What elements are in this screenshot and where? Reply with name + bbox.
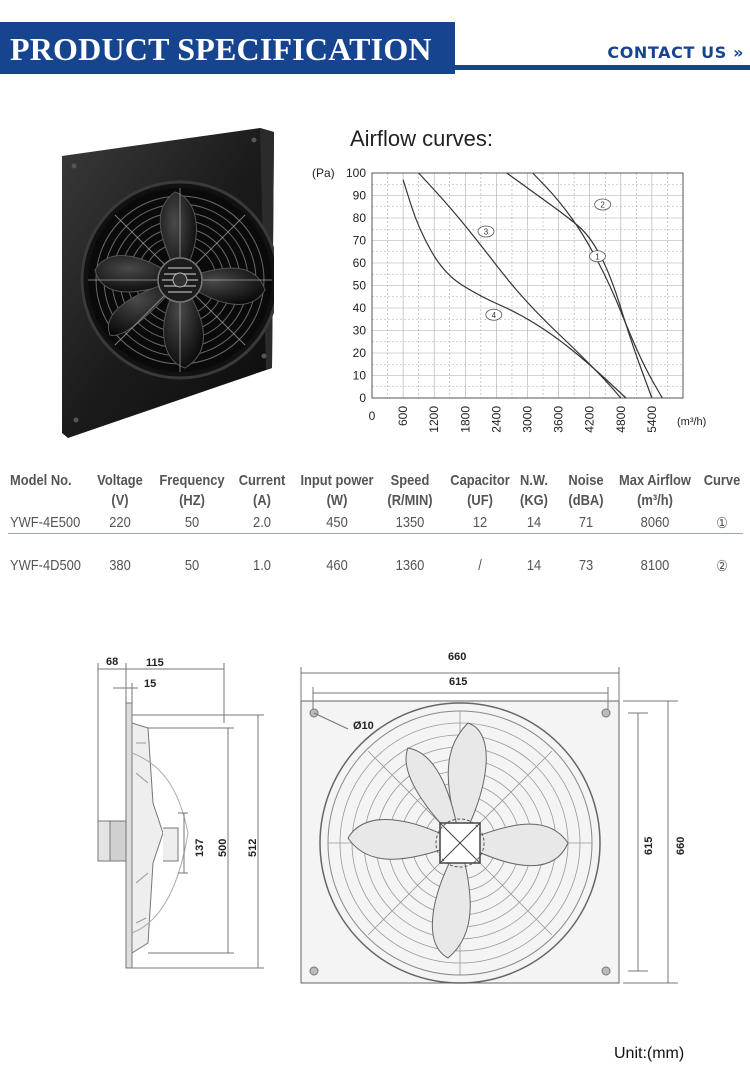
table-header-unit: (R/MIN) [387,492,433,509]
x-tick-label: 3600 [551,406,566,433]
table-cell: 71 [578,514,594,531]
y-tick-label: 70 [352,233,366,248]
x-tick-label: 1800 [458,406,473,433]
table-header: Capacitor [450,472,510,489]
chart-title: Airflow curves: [350,126,494,151]
curve-1-marker [589,251,605,262]
curve-marker-label: 3 [483,227,489,237]
table-header-unit: (V) [111,492,129,509]
y-tick-label: 90 [352,188,366,203]
y-tick-label: 0 [359,391,366,405]
table-header: Current [238,472,286,489]
curve-4 [403,180,626,398]
dim-68-label: 68 [106,656,119,668]
table-cell: YWF-4E500 [10,514,81,531]
table-header: Frequency [159,472,225,489]
dim-115-label: 115 [146,657,164,669]
table-cell: 220 [109,514,131,531]
dim-615-right-label: 615 [643,836,655,855]
table-header: Curve [703,472,741,489]
table-cell: 73 [578,557,594,574]
x-axis-label: (m³/h) [677,416,707,428]
unit-note: Unit:(mm) [614,1045,685,1062]
table-header: Max Airflow [619,472,691,489]
table-header-unit: (m³/h) [637,492,673,509]
table-cell: / [478,557,482,574]
fan-product-photo [62,128,274,438]
table-cell: 8060 [640,514,670,531]
y-tick-label: 60 [352,256,366,270]
dim-15-label: 15 [144,678,157,690]
header-rule [455,65,750,70]
table-header-unit: (dBA) [568,492,604,509]
double-chevron-icon: » [733,43,744,62]
y-tick-label: 40 [352,301,366,315]
table-row-divider [8,533,743,534]
curve-marker-label: 4 [491,310,497,320]
y-tick-label: 80 [352,211,366,225]
table-cell: ① [716,515,728,532]
y-tick-label: 50 [352,278,366,293]
table-cell: 50 [184,514,200,531]
table-header-unit: (HZ) [179,492,205,509]
table-header: Voltage [97,472,143,489]
chart-labels [312,166,706,433]
airflow-chart [300,158,730,433]
page-title: PRODUCT SPECIFICATION [10,31,432,67]
x-tick-label: 5400 [644,406,659,433]
table-cell: 1.0 [253,557,271,574]
x-tick-label: 2400 [489,406,504,433]
curve-marker-label: 1 [595,252,600,262]
x-tick-label: 3000 [520,406,535,433]
table-header-unit: (A) [253,492,271,509]
hole-diameter-label: Ø10 [353,720,374,732]
table-header: Input power [300,472,374,489]
x-tick-label: 4800 [613,406,628,433]
dim-500-label: 500 [217,838,229,857]
table-cell: YWF-4D500 [10,557,81,574]
table-cell: 14 [526,557,542,574]
x-tick-label: 4200 [582,406,597,433]
table-cell: 8100 [640,557,670,574]
y-axis-label: (Pa) [312,166,335,180]
curve-4-marker [486,309,502,320]
contact-us-label: CONTACT US [607,43,727,62]
y-tick-label: 10 [352,368,366,383]
table-cell: 380 [109,557,131,574]
table-header: N.W. [520,472,548,489]
curve-marker-label: 2 [600,200,605,210]
table-cell: 1350 [395,514,425,531]
table-cell: 14 [526,514,542,531]
table-cell: 460 [326,557,348,574]
dimension-drawing [48,633,703,1003]
table-header: Noise [568,472,604,489]
table-header-unit: (W) [326,492,348,509]
chart-grid [372,173,683,398]
table-header-unit: (UF) [467,492,493,509]
table-header: Model No. [10,472,72,489]
x-tick-label: 0 [368,409,376,423]
y-tick-label: 30 [352,323,366,338]
table-cell: 2.0 [253,514,271,531]
y-tick-label: 20 [352,346,366,360]
table-cell: ② [716,558,728,575]
contact-us-link[interactable] [607,43,744,62]
dim-660-right-label: 660 [675,836,687,855]
x-tick-label: 1200 [427,406,442,433]
table-cell: 1360 [395,557,425,574]
dim-615-top-label: 615 [449,676,468,688]
x-tick-label: 600 [396,406,411,427]
table-cell: 50 [184,557,200,574]
table-cell: 450 [326,514,348,531]
table-cell: 12 [472,514,488,531]
dim-137-label: 137 [194,838,206,857]
table-header: Speed [390,472,430,489]
table-header-unit: (KG) [520,492,548,509]
dim-512-label: 512 [247,838,259,857]
dim-660-top-label: 660 [448,651,467,663]
curve-2-marker [595,199,611,210]
y-tick-label: 100 [345,166,366,180]
curve-3-marker [478,226,494,237]
